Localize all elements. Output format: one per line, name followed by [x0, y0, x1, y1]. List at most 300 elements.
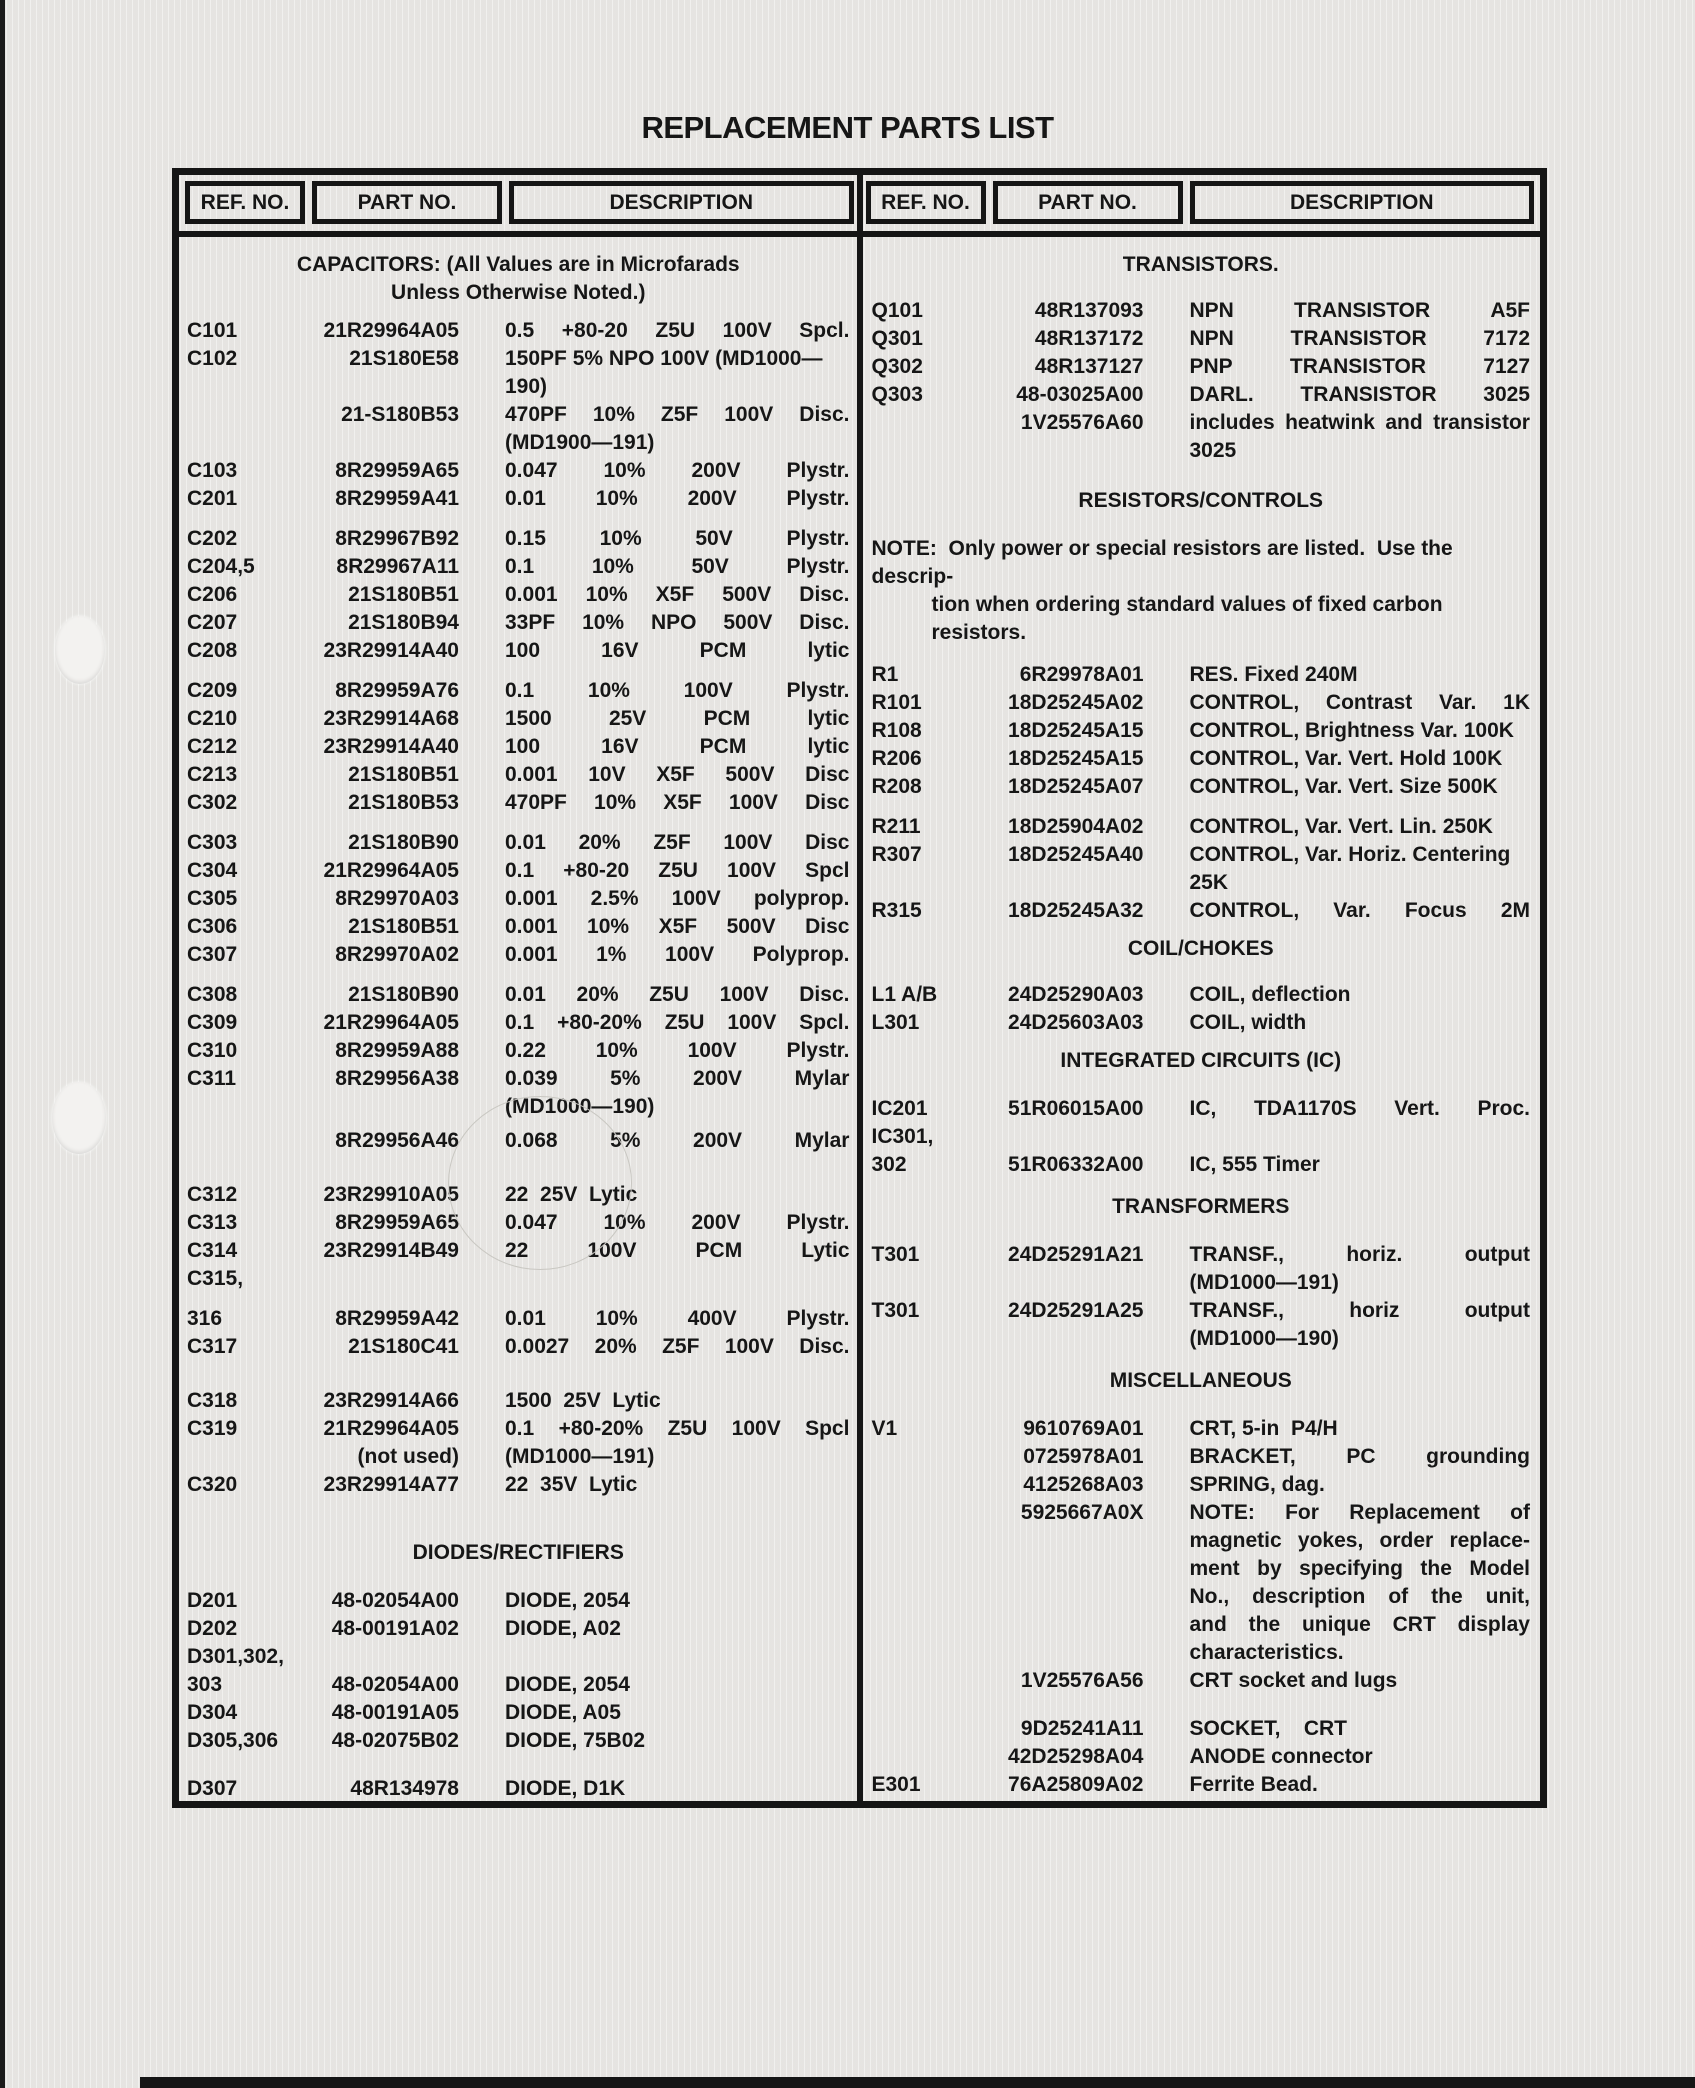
- desc-line: [505, 609, 850, 637]
- table-row: [872, 841, 1531, 897]
- header-description: DESCRIPTION: [509, 181, 854, 224]
- desc-token: 0.001: [505, 943, 558, 966]
- ref-cell: C201: [187, 487, 238, 510]
- part-cell: 24D25291A21: [1008, 1243, 1144, 1266]
- desc-line: (MD1000—190): [505, 1095, 655, 1118]
- table-row: [872, 1667, 1531, 1695]
- section-title: RESISTORS/CONTROLS: [1078, 489, 1324, 512]
- table-row: [187, 1333, 850, 1361]
- desc-token: Var.: [1439, 691, 1477, 714]
- desc-token: yokes,: [1297, 1529, 1364, 1552]
- desc-token: 0.1: [505, 1011, 535, 1034]
- part-cell: 21S180B53: [348, 791, 459, 814]
- desc-line: DIODE, 2054: [505, 1673, 630, 1696]
- desc-token: of: [1510, 1501, 1530, 1524]
- desc-token: Z5U: [667, 1417, 708, 1440]
- desc-token: 100V: [687, 1039, 737, 1062]
- part-cell: 51R06332A00: [1008, 1153, 1144, 1176]
- table-row: [872, 1415, 1531, 1443]
- part-cell: 21R29964A05: [323, 1011, 459, 1034]
- desc-line: ANODE connector: [1189, 1745, 1373, 1768]
- part-cell: 8R29956A38: [335, 1067, 459, 1090]
- desc-token: of: [1388, 1585, 1409, 1608]
- table-row: [187, 1671, 850, 1699]
- desc-token: 200V: [693, 1129, 743, 1152]
- desc-line: [1190, 381, 1531, 409]
- table-row: [187, 1587, 850, 1615]
- desc-cell: [505, 345, 850, 401]
- desc-token: 16V: [601, 735, 639, 758]
- desc-cell: [505, 761, 850, 789]
- table-row: [872, 1123, 1531, 1151]
- desc-line: [505, 677, 850, 705]
- ref-cell: R208: [871, 775, 922, 798]
- spacer: [187, 307, 850, 317]
- section-title: Unless Otherwise Noted.): [391, 281, 646, 304]
- desc-line: [505, 637, 850, 665]
- table-row: [187, 857, 850, 885]
- desc-line: CRT socket and lugs: [1189, 1669, 1398, 1692]
- desc-token: 0.01: [505, 487, 546, 510]
- desc-cell: [505, 553, 850, 581]
- desc-cell: [505, 525, 850, 553]
- ref-cell: D307: [187, 1777, 238, 1800]
- section-title: TRANSISTORS.: [1122, 253, 1279, 276]
- part-cell: 18D25245A15: [1008, 719, 1144, 742]
- desc-cell: [505, 941, 850, 969]
- desc-line: [505, 317, 850, 345]
- desc-token: Disc: [805, 791, 850, 814]
- desc-cell: [505, 1037, 850, 1065]
- part-cell: 18D25245A32: [1008, 899, 1144, 922]
- desc-token: Plystr.: [786, 487, 850, 510]
- part-cell: 51R06015A00: [1008, 1097, 1144, 1120]
- desc-token: 50V: [691, 555, 729, 578]
- part-cell: 48-02075B02: [331, 1729, 459, 1752]
- desc-cell: [505, 705, 850, 733]
- desc-token: Z5U: [655, 319, 696, 342]
- desc-line: [505, 829, 850, 857]
- section-title: CAPACITORS: (All Values are in Microfarads: [296, 253, 740, 276]
- desc-token: PCM: [699, 639, 747, 662]
- part-cell: 48-00191A02: [331, 1617, 459, 1640]
- table-row: [187, 1037, 850, 1065]
- desc-token: 10%: [582, 611, 625, 634]
- desc-line: DIODE, A02: [505, 1617, 621, 1640]
- desc-token: 16V: [601, 639, 639, 662]
- desc-token: 0.0027: [505, 1335, 570, 1358]
- spacer: [187, 1567, 850, 1587]
- scan-edge-bottom: [140, 2077, 1695, 2088]
- part-cell: 1V25576A56: [1020, 1669, 1144, 1692]
- desc-token: Z5U: [658, 859, 698, 882]
- desc-line: (MD1000—191): [1189, 1271, 1339, 1294]
- ref-cell: C318: [187, 1389, 238, 1412]
- table-row: [187, 1265, 850, 1293]
- table-row: [187, 705, 850, 733]
- ref-cell: C208: [187, 639, 238, 662]
- part-cell: 48-02054A00: [331, 1673, 459, 1696]
- desc-cell: [1190, 1415, 1531, 1443]
- table-row: [187, 1305, 850, 1333]
- desc-token: TDA1170S: [1253, 1097, 1357, 1120]
- desc-token: horiz: [1349, 1299, 1400, 1322]
- ref-cell: C308: [187, 983, 238, 1006]
- ref-cell: C306: [187, 915, 238, 938]
- desc-token: heatwink: [1285, 411, 1375, 434]
- desc-token: 2M: [1500, 899, 1530, 922]
- desc-token: 0.047: [505, 459, 558, 482]
- desc-token: PC: [1346, 1445, 1376, 1468]
- desc-token: output: [1464, 1243, 1530, 1266]
- desc-line: [505, 705, 850, 733]
- desc-token: X5F: [655, 583, 695, 606]
- desc-line: 22 35V Lytic: [505, 1473, 638, 1496]
- desc-token: Disc.: [799, 983, 850, 1006]
- ref-cell: C315,: [187, 1267, 244, 1290]
- desc-cell: [1190, 661, 1531, 689]
- table-row: [187, 1775, 850, 1803]
- header-part-no: PART NO.: [312, 181, 502, 224]
- desc-cell: [1190, 745, 1531, 773]
- desc-line: [505, 885, 850, 913]
- desc-line: [505, 1415, 850, 1443]
- desc-token: 200V: [691, 1211, 741, 1234]
- desc-line: 150PF 5% NPO 100V (MD1000—: [505, 347, 823, 370]
- desc-token: Plystr.: [786, 1039, 850, 1062]
- ref-cell: C305: [187, 887, 238, 910]
- table-row: [872, 1715, 1531, 1743]
- desc-token: 0.1: [505, 859, 535, 882]
- desc-token: NOTE:: [1189, 1501, 1255, 1524]
- table-row: [187, 1415, 850, 1443]
- desc-token: TRANSF.,: [1189, 1299, 1284, 1322]
- ref-cell: C101: [187, 319, 238, 342]
- desc-line: [1190, 1241, 1531, 1269]
- desc-token: 0.001: [505, 887, 558, 910]
- table-row: [187, 457, 850, 485]
- desc-token: description: [1252, 1585, 1366, 1608]
- desc-token: 1K: [1503, 691, 1530, 714]
- ref-cell: C309: [187, 1011, 238, 1034]
- ref-cell: D305,306: [187, 1729, 279, 1752]
- part-cell: 8R29956A46: [335, 1129, 459, 1152]
- part-cell: 48-03025A00: [1016, 383, 1144, 406]
- desc-token: 400V: [687, 1307, 737, 1330]
- ref-cell: T301: [871, 1243, 920, 1266]
- desc-token: +80-20: [561, 319, 628, 342]
- part-cell: 21S180B51: [348, 915, 459, 938]
- ref-cell: C209: [187, 679, 238, 702]
- desc-cell: [505, 1727, 850, 1755]
- part-cell: 4125268A03: [1023, 1473, 1144, 1496]
- spacer: [872, 925, 1531, 935]
- desc-token: Plystr.: [786, 459, 850, 482]
- spacer: [872, 279, 1531, 297]
- ref-cell: C210: [187, 707, 238, 730]
- ref-cell: C213: [187, 763, 238, 786]
- desc-token: CONTROL,: [1189, 691, 1300, 714]
- punch-hole: [55, 616, 105, 684]
- table-row: [187, 401, 850, 457]
- desc-line: Ferrite Bead.: [1189, 1773, 1318, 1796]
- desc-token: 470PF: [505, 403, 567, 426]
- desc-token: Z5F: [653, 831, 691, 854]
- desc-token: Lytic: [801, 1239, 850, 1262]
- desc-token: specifying: [1299, 1557, 1403, 1580]
- desc-token: 100V: [719, 983, 769, 1006]
- desc-token: 500V: [723, 611, 773, 634]
- desc-line: DIODE, D1K: [505, 1777, 626, 1800]
- header-ref-no: REF. NO.: [866, 181, 986, 224]
- desc-cell: [1190, 981, 1531, 1009]
- desc-token: 470PF: [505, 791, 567, 814]
- desc-cell: [1190, 297, 1531, 325]
- desc-token: 100V: [727, 859, 777, 882]
- desc-token: Z5U: [649, 983, 689, 1006]
- desc-token: PCM: [695, 1239, 743, 1262]
- spacer: [872, 1075, 1531, 1095]
- desc-token: Polyprop.: [752, 943, 850, 966]
- table-row: [187, 789, 850, 817]
- desc-cell: [505, 1009, 850, 1037]
- desc-token: 0.047: [505, 1211, 558, 1234]
- ref-cell: Q302: [871, 355, 923, 378]
- desc-token: lytic: [807, 639, 850, 662]
- desc-cell: [505, 1333, 850, 1361]
- desc-token: 10%: [587, 915, 630, 938]
- desc-token: 0.22: [505, 1039, 546, 1062]
- desc-token: 20%: [578, 831, 621, 854]
- desc-line: DIODE, 2054: [505, 1589, 630, 1612]
- desc-token: TRANSISTOR: [1290, 327, 1427, 350]
- header-part-no: PART NO.: [993, 181, 1183, 224]
- desc-token: Disc.: [799, 611, 850, 634]
- desc-cell: [505, 485, 850, 513]
- desc-token: X5F: [663, 791, 702, 814]
- desc-line: [505, 733, 850, 761]
- table-row: [872, 1443, 1531, 1471]
- table-row: [187, 913, 850, 941]
- note-line: tion when ordering standard values of fixed carbon resistors.: [931, 593, 1449, 644]
- table-row: [187, 1727, 850, 1755]
- desc-line: (MD1000—191): [505, 1445, 655, 1468]
- desc-token: BRACKET,: [1189, 1445, 1296, 1468]
- desc-cell: [505, 885, 850, 913]
- table-row: [187, 345, 850, 401]
- spacer: [187, 513, 850, 525]
- table-row: [872, 353, 1531, 381]
- desc-line: DIODE, A05: [505, 1701, 621, 1724]
- ref-cell: C311: [187, 1067, 237, 1090]
- desc-token: 0.001: [505, 915, 558, 938]
- desc-token: IC,: [1189, 1097, 1217, 1120]
- part-cell: 0725978A01: [1023, 1445, 1144, 1468]
- part-cell: 76A25809A02: [1008, 1773, 1144, 1796]
- desc-token: 0.01: [505, 1307, 546, 1330]
- table-row: [872, 325, 1531, 353]
- desc-line: [1190, 689, 1531, 717]
- desc-line: [505, 761, 850, 789]
- table-row: [187, 1471, 850, 1499]
- desc-line: [1190, 1499, 1531, 1527]
- part-cell: 18D25245A02: [1008, 691, 1144, 714]
- desc-token: CRT: [1392, 1613, 1436, 1636]
- desc-cell: [505, 581, 850, 609]
- desc-token: Z5U: [664, 1011, 705, 1034]
- ref-cell: C312: [187, 1183, 238, 1206]
- desc-line: CONTROL, Var. Vert. Size 500K: [1189, 775, 1498, 798]
- desc-cell: [1190, 1443, 1531, 1471]
- desc-line: [1190, 325, 1531, 353]
- desc-token: X5F: [658, 915, 698, 938]
- desc-cell: [1190, 409, 1531, 465]
- desc-token: ment: [1189, 1557, 1240, 1580]
- desc-token: +80-20%: [557, 1011, 642, 1034]
- table-row: [872, 1009, 1531, 1037]
- table-row: [872, 897, 1531, 925]
- desc-line: [505, 1009, 850, 1037]
- desc-token: and: [1385, 411, 1423, 434]
- desc-cell: [505, 1699, 850, 1727]
- ref-cell: R101: [871, 691, 922, 714]
- desc-cell: [1190, 1471, 1531, 1499]
- spacer: [872, 963, 1531, 981]
- desc-token: 10%: [591, 555, 634, 578]
- desc-line: characteristics.: [1189, 1641, 1344, 1664]
- desc-token: Z5F: [662, 1335, 700, 1358]
- desc-cell: [505, 317, 850, 345]
- desc-token: replace-: [1449, 1529, 1530, 1552]
- desc-token: 100V: [587, 1239, 637, 1262]
- desc-token: 100V: [728, 791, 778, 814]
- ref-cell: E301: [871, 1773, 921, 1796]
- desc-token: 1%: [596, 943, 627, 966]
- desc-token: 100V: [683, 679, 733, 702]
- ref-cell: 303: [187, 1673, 223, 1696]
- table-row: [187, 1443, 850, 1471]
- ref-cell: 316: [187, 1307, 223, 1330]
- desc-token: Z5F: [660, 403, 699, 426]
- part-cell: 48R137127: [1034, 355, 1144, 378]
- desc-token: unit,: [1485, 1585, 1530, 1608]
- ref-cell: R1: [871, 663, 899, 686]
- desc-cell: [1190, 1151, 1531, 1179]
- desc-cell: [505, 677, 850, 705]
- desc-token: Plystr.: [786, 679, 850, 702]
- table-row: [187, 829, 850, 857]
- table-row: [872, 1241, 1531, 1297]
- table-row: [187, 1643, 850, 1671]
- desc-token: 10%: [587, 679, 630, 702]
- desc-line: [1190, 1583, 1531, 1611]
- desc-cell: [1190, 1743, 1531, 1771]
- desc-line: IC, 555 Timer: [1189, 1153, 1320, 1176]
- desc-token: X5F: [656, 763, 695, 786]
- part-cell: 8R29959A42: [335, 1307, 459, 1330]
- desc-token: Spcl.: [799, 319, 850, 342]
- part-cell: 5925667A0X: [1020, 1501, 1144, 1524]
- desc-token: the: [1248, 1613, 1281, 1636]
- desc-line: [505, 485, 850, 513]
- desc-cell: [505, 457, 850, 485]
- page-title: REPLACEMENT PARTS LIST: [641, 110, 1054, 145]
- desc-line: [505, 525, 850, 553]
- desc-token: polyprop.: [753, 887, 850, 910]
- desc-line: 25K: [1189, 871, 1229, 894]
- desc-token: TRANSISTOR: [1300, 383, 1437, 406]
- desc-token: PCM: [699, 735, 747, 758]
- part-cell: 21S180B94: [348, 611, 459, 634]
- desc-token: Mylar: [794, 1129, 850, 1152]
- part-cell: 21R29964A05: [323, 319, 459, 342]
- desc-cell: [505, 733, 850, 761]
- desc-cell: [505, 1615, 850, 1643]
- desc-token: display: [1457, 1613, 1530, 1636]
- part-cell: 18D25245A07: [1008, 775, 1144, 798]
- desc-line: [505, 941, 850, 969]
- header-ref-no: REF. NO.: [185, 181, 305, 224]
- desc-token: 7127: [1483, 355, 1530, 378]
- scan-edge-left: [0, 0, 5, 2088]
- desc-token: Disc: [805, 915, 850, 938]
- part-cell: 21S180E58: [349, 347, 459, 370]
- desc-line: CONTROL, Var. Vert. Hold 100K: [1189, 747, 1503, 770]
- ref-cell: C317: [187, 1335, 238, 1358]
- desc-cell: [505, 401, 850, 457]
- part-cell: 24D25291A25: [1008, 1299, 1144, 1322]
- desc-line: [505, 553, 850, 581]
- desc-token: 0.5: [505, 319, 535, 342]
- desc-cell: [505, 913, 850, 941]
- table-row: [872, 1297, 1531, 1353]
- right-header: [860, 175, 1541, 231]
- ref-cell: Q101: [871, 299, 923, 322]
- desc-cell: [1190, 1771, 1531, 1799]
- desc-token: Disc.: [799, 583, 850, 606]
- spacer: [872, 1353, 1531, 1367]
- desc-token: 0.1: [505, 555, 535, 578]
- desc-token: 5%: [610, 1129, 641, 1152]
- ref-cell: C307: [187, 943, 238, 966]
- note-line: NOTE: Only power or special resistors are listed. Use the descrip-: [871, 537, 1459, 588]
- desc-line: CONTROL, Brightness Var. 100K: [1189, 719, 1514, 742]
- spacer: [187, 665, 850, 677]
- desc-cell: [505, 829, 850, 857]
- desc-token: grounding: [1426, 1445, 1530, 1468]
- part-cell: 8R29959A76: [335, 679, 459, 702]
- desc-token: 0.001: [505, 583, 558, 606]
- desc-line: [505, 401, 850, 429]
- part-cell: 24D25290A03: [1008, 983, 1144, 1006]
- desc-token: 200V: [691, 459, 741, 482]
- ref-cell: C303: [187, 831, 238, 854]
- header-description: DESCRIPTION: [1190, 181, 1535, 224]
- desc-cell: [505, 1387, 850, 1415]
- table-row: [872, 813, 1531, 841]
- table-row: [872, 1499, 1531, 1667]
- desc-line: 190): [505, 375, 548, 398]
- part-cell: 8R29959A88: [335, 1039, 459, 1062]
- part-cell: 48R137172: [1034, 327, 1144, 350]
- desc-line: COIL, deflection: [1189, 983, 1351, 1006]
- part-cell: 24D25603A03: [1008, 1011, 1144, 1034]
- table-row: [872, 689, 1531, 717]
- desc-token: lytic: [807, 735, 850, 758]
- desc-token: 25V: [608, 707, 647, 730]
- desc-token: 100V: [722, 319, 772, 342]
- spacer: [872, 1221, 1531, 1241]
